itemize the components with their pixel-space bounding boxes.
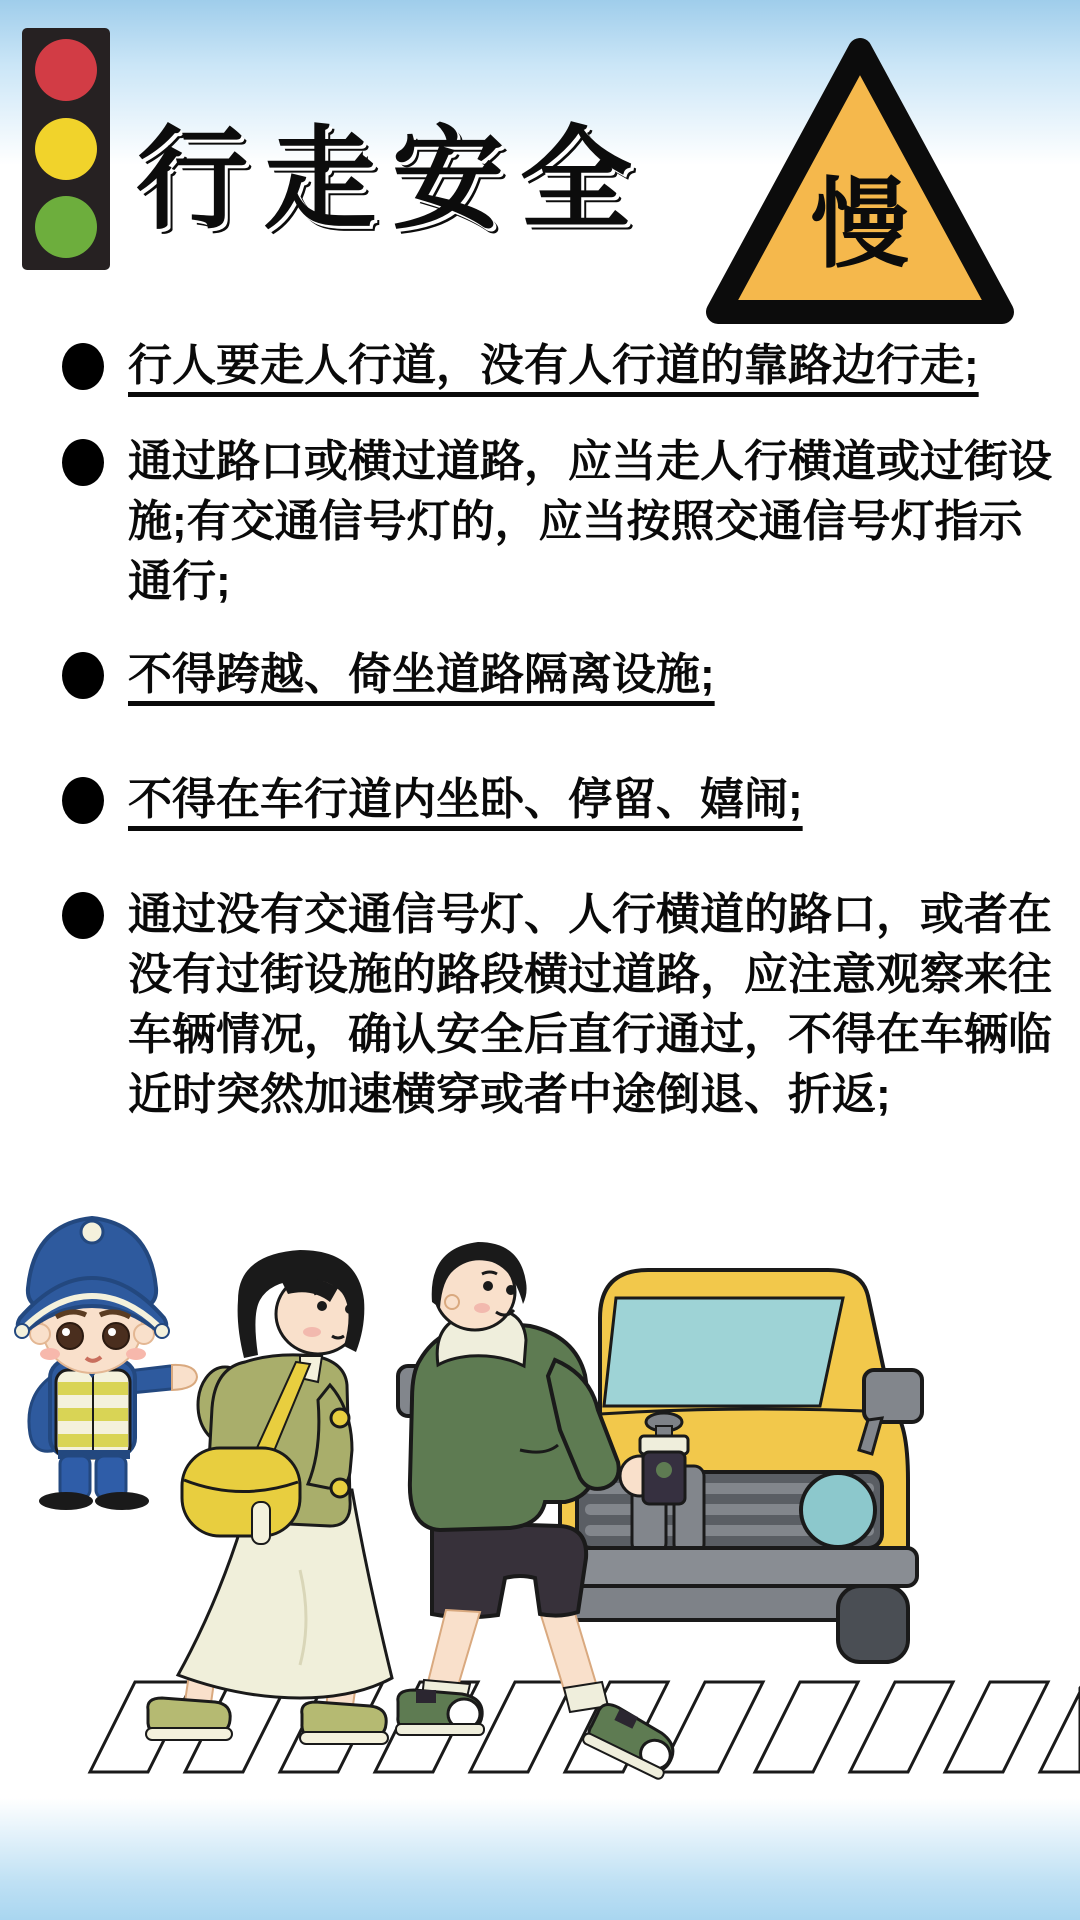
bullet-icon <box>62 652 104 699</box>
rule-item-1 <box>62 336 1060 396</box>
pointing-hand <box>172 1365 197 1390</box>
slow-warning-triangle-icon <box>698 34 1022 328</box>
wheel <box>838 1586 908 1662</box>
rule-text-5: 通过没有交通信号灯、人行横道的路口，或者在没有过街设施的路段横过道路，应注意观察来往车辆情况，确认安全后直行通过，不得在车辆临近时突然加速横穿或者中途倒退、折返; <box>128 890 1052 1119</box>
yellow-light <box>35 118 97 180</box>
rule-text-2: 通过路口或横过道路，应当走人行横道或过街设施;有交通信号灯的，应当按照交通信号灯指示通行; <box>128 437 1052 606</box>
rule-text-4: 不得在车行道内坐卧、停留、嬉闹; <box>128 775 803 824</box>
shorts <box>432 1522 586 1617</box>
rule-item-4 <box>62 770 1060 830</box>
rule-item-5 <box>62 885 1060 1125</box>
bullet-icon <box>62 892 104 939</box>
traffic-light-icon <box>22 28 110 270</box>
bullet-icon <box>62 777 104 824</box>
rule-text-3: 不得跨越、倚坐道路隔离设施; <box>128 650 715 699</box>
windshield <box>604 1298 843 1406</box>
thermos-cup <box>640 1413 688 1504</box>
right-mirror <box>864 1370 922 1422</box>
bumper <box>543 1548 917 1586</box>
page-title: 行走安全 <box>136 117 648 242</box>
headlight <box>801 1473 875 1547</box>
street-crossing-illustration <box>0 1150 1080 1870</box>
rule-item-2 <box>62 432 1060 612</box>
rule-text-1: 行人要走人行道，没有人行道的靠路边行走; <box>128 341 979 390</box>
slow-label: 慢 <box>810 169 910 279</box>
bullet-icon <box>62 343 104 390</box>
green-light <box>35 196 97 258</box>
red-light <box>35 39 97 101</box>
rule-item-3 <box>62 645 1060 705</box>
police-officer <box>15 1218 197 1510</box>
female-pedestrian <box>146 1250 392 1744</box>
bullet-icon <box>62 439 104 486</box>
